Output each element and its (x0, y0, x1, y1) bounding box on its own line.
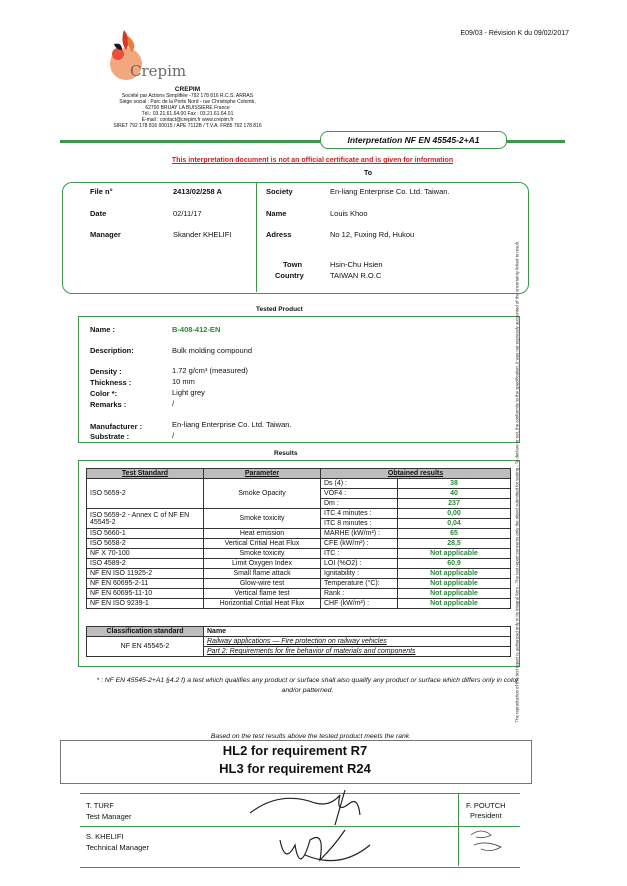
date-label: Date (90, 209, 107, 218)
value-cell: Not applicable (398, 549, 511, 559)
parameter-cell: Heat emission (204, 529, 321, 539)
parameter-cell: Glow-wire test (204, 579, 321, 589)
measure-cell: Dm : (321, 499, 398, 509)
classification-line: Part 2: Requirements for fire behavior of materials and components (204, 647, 511, 657)
table-row (87, 549, 511, 559)
density-value: 1.72 g/cm³ (measured) (172, 366, 248, 375)
manager-label: Manager (90, 230, 121, 239)
manager-value: Skander KHELIFI (173, 230, 232, 239)
value-cell: Not applicable (398, 589, 511, 599)
color-footnote: * : NF EN 45545-2+A1 §4.2 f) a test which qualifies any product or surface shall also qualify any product or surface which differs only in color and/or patterned. (96, 677, 519, 694)
tested-product-heading: Tested Product (252, 306, 307, 313)
table-row (87, 559, 511, 569)
parameter-cell: Smoke toxicity (204, 549, 321, 559)
col-parameter: Parameter (204, 469, 321, 479)
substrate-label: Substrate : (90, 432, 130, 441)
society-value: En-liang Enterprise Co. Ltd. Taiwan. (330, 187, 450, 196)
table-row (87, 539, 511, 549)
parameter-cell: Vertical Critial Heat Flux (204, 539, 321, 549)
adress-value: No 12, Fuxing Rd, Hukou (330, 230, 415, 239)
standard-cell: ISO 5658-2 (87, 539, 204, 549)
company-name: CREPIM (174, 86, 201, 93)
col-obtained-results: Obtained results (321, 469, 511, 479)
value-cell: Not applicable (398, 599, 511, 609)
value-cell: 28,5 (398, 539, 511, 549)
color-value: Light grey (172, 388, 205, 397)
company-line: Tél.: 03.21.61.64.00 Fax : 03.21.61.64.01 (141, 111, 234, 117)
product-name-value: B-408-412-EN (172, 325, 221, 334)
box-divider (256, 182, 257, 292)
standard-cell: NF EN 60695-2-11 (87, 579, 204, 589)
rank-line: HL3 for requirement R24 (219, 761, 371, 776)
parameter-cell: Limit Oxygen Index (204, 559, 321, 569)
measure-cell: ITC : (321, 549, 398, 559)
test-manager-name: T. TURF (86, 801, 114, 810)
company-line: E-mail : contact@crepim.fr www.crepim.fr (141, 117, 234, 123)
date-value: 02/11/17 (173, 209, 202, 218)
classification-standard-header: Classification standard (87, 627, 204, 637)
measure-cell: MARHE (kW/m²) : (321, 529, 398, 539)
town-value: Hsin-Chu Hsien (330, 260, 383, 269)
president-signature (466, 825, 511, 860)
measure-cell: Ds (4) : (321, 479, 398, 489)
description-label: Description: (90, 346, 134, 355)
standard-cell: ISO 5659-2 - Annex C of NF EN 45545-2 (87, 509, 204, 529)
recipient-name-value: Louis Khoo (330, 209, 368, 218)
parameter-cell: Smoke Opacity (204, 479, 321, 509)
measure-cell: VOF4 : (321, 489, 398, 499)
measure-cell: ITC 4 minutes : (321, 509, 398, 519)
manufacturer-label: Manufacturer : (90, 422, 143, 431)
standard-cell: NF EN ISO 9239-1 (87, 599, 204, 609)
value-cell: 38 (398, 479, 511, 489)
measure-cell: CFE (kW/m²) : (321, 539, 398, 549)
value-cell: Not applicable (398, 579, 511, 589)
document-reference: E09/03 - Révision K du 09/02/2017 (460, 30, 569, 37)
value-cell: 0,00 (398, 509, 511, 519)
president-name: F. POUTCH (466, 801, 506, 810)
adress-label: Adress (266, 230, 292, 239)
rank-intro: Based on the test results above the tested product meets the rank (210, 733, 410, 740)
company-line: Société par Actions Simplifiée -792 178 816 R.C.S. ARRAS (121, 93, 254, 99)
standard-cell: ISO 5659-2 (87, 479, 204, 509)
measure-cell: ITC 8 minutes : (321, 519, 398, 529)
substrate-value: / (172, 431, 175, 440)
measure-cell: Rank : (321, 589, 398, 599)
company-line: Siège social : Parc de la Porte Nord - rue Christophe Colomb, (119, 99, 256, 105)
logo-text: Crepim (130, 62, 187, 80)
side-disclaimer: The reproduction of this test report is authorized only in its integral form - The test report concerns only the object submitted for testing - To declare or not, the conformity to the specification, it was not expressly accounted of the uncertainty linked to result. (514, 240, 520, 723)
tested-product-box (78, 316, 520, 443)
signature-divider-vertical (458, 793, 459, 866)
company-line: 62700 BRUAY LA BUISSIERE France (145, 105, 230, 111)
rank-line: HL2 for requirement R7 (222, 743, 368, 758)
classification-name-header: Name (204, 627, 511, 637)
table-row (87, 479, 511, 489)
standard-cell: ISO 5660-1 (87, 529, 204, 539)
technical-manager-name: S. KHELIFI (86, 832, 124, 841)
classification-standard: NF EN 45545-2 (87, 637, 204, 657)
color-label: Color *: (90, 389, 118, 398)
density-label: Density : (90, 367, 122, 376)
value-cell: 237 (398, 499, 511, 509)
value-cell: 0,04 (398, 519, 511, 529)
company-info (100, 86, 275, 129)
table-row (87, 569, 511, 579)
rank-results (60, 742, 530, 778)
file-label: File n° (90, 187, 113, 196)
product-name-label: Name : (90, 325, 116, 334)
society-label: Society (266, 187, 293, 196)
measure-cell: LOI (%O2) : (321, 559, 398, 569)
classification-table (86, 626, 511, 657)
signature-scribble (240, 785, 400, 880)
table-row (87, 579, 511, 589)
value-cell: Not applicable (398, 569, 511, 579)
parameter-cell: Smoke toxicity (204, 509, 321, 529)
thickness-label: Thickness : (90, 378, 132, 387)
measure-cell: Temperature (°C): (321, 579, 398, 589)
remarks-value: / (172, 399, 175, 408)
country-label: Country (275, 271, 304, 280)
standard-cell: NF EN ISO 11925-2 (87, 569, 204, 579)
results-table (86, 468, 511, 609)
parameter-cell: Small flame attack (204, 569, 321, 579)
remarks-label: Remarks : (90, 400, 127, 409)
table-row (87, 599, 511, 609)
standard-cell: NF EN 60695-11-10 (87, 589, 204, 599)
description-value: Bulk molding compound (172, 346, 253, 355)
value-cell: 60,9 (398, 559, 511, 569)
to-label: To (360, 170, 376, 177)
parameter-cell: Horizontial Critial Heat Flux (204, 599, 321, 609)
results-heading: Results (270, 450, 301, 457)
recipient-name-label: Name (266, 209, 287, 218)
president-role: President (470, 811, 502, 820)
standard-cell: NF X 70-100 (87, 549, 204, 559)
country-value: TAIWAN R.O.C (330, 271, 382, 280)
disclaimer-notice: This interpretation document is not an official certificate and is given for information (171, 157, 454, 164)
col-test-standard: Test Standard (87, 469, 204, 479)
test-manager-role: Test Manager (86, 812, 132, 821)
thickness-value: 10 mm (172, 377, 195, 386)
standard-cell: ISO 4589-2 (87, 559, 204, 569)
value-cell: 40 (398, 489, 511, 499)
document-title: Interpretation NF EN 45545-2+A1 (320, 131, 507, 149)
value-cell: 65 (398, 529, 511, 539)
measure-cell: Ignitability : (321, 569, 398, 579)
technical-manager-role: Technical Manager (86, 843, 149, 852)
town-label: Town (283, 260, 303, 269)
company-line: SIRET 792 178 816 00015 / APE 7112B / T.V.A. FR85 792 178 816 (113, 123, 262, 129)
file-number: 2413/02/258 A (173, 187, 222, 196)
manufacturer-value: En-liang Enterprise Co. Ltd. Taiwan. (172, 420, 292, 429)
classification-line: Railway applications — Fire protection on railway vehicles (204, 637, 511, 647)
table-row (87, 509, 511, 519)
table-row (87, 529, 511, 539)
table-row (87, 589, 511, 599)
measure-cell: CHF (kW/m²) : (321, 599, 398, 609)
parameter-cell: Vertical flame test (204, 589, 321, 599)
